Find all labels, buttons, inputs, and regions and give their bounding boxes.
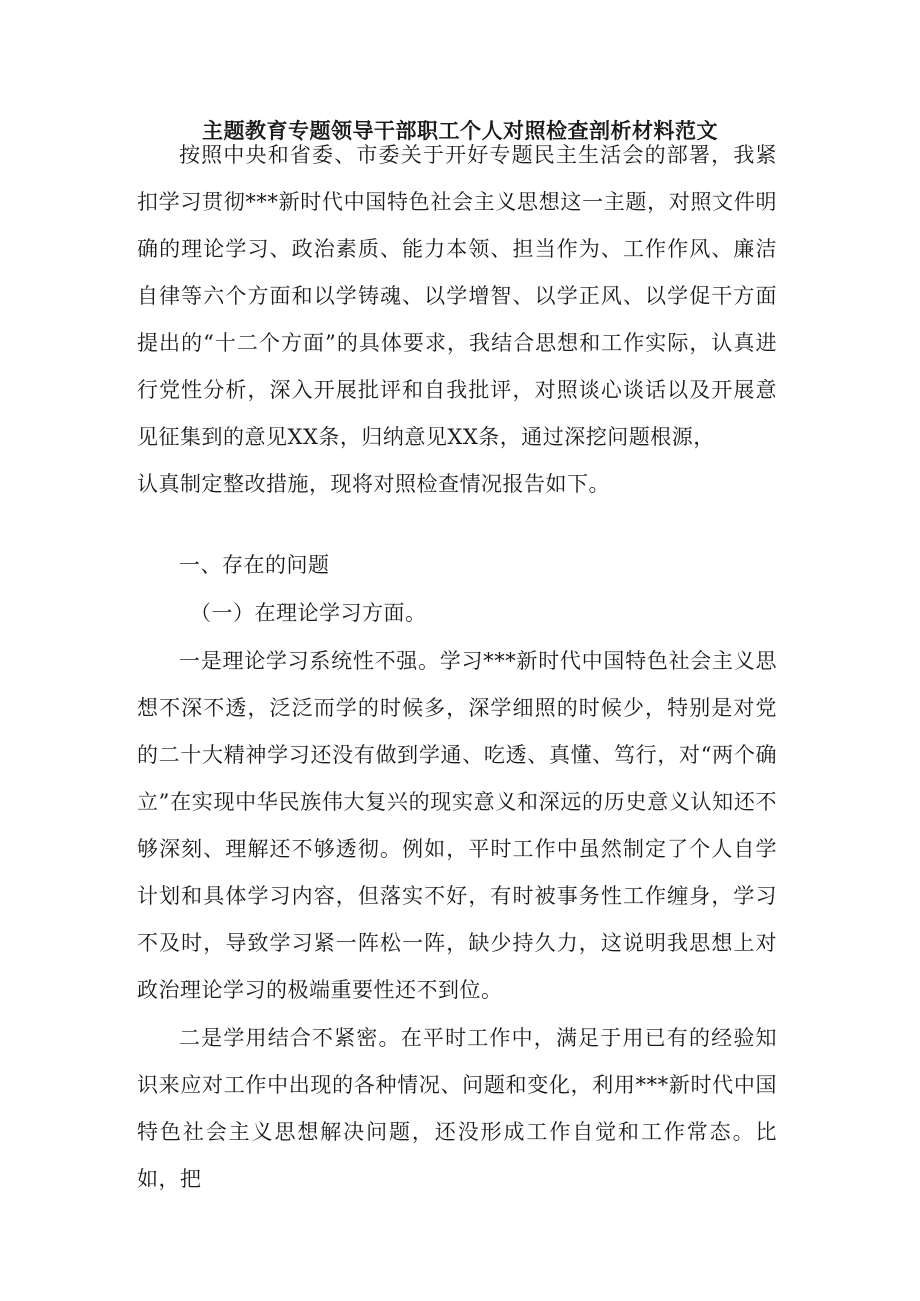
subsection-heading: （一）在理论学习方面。 [190, 601, 427, 625]
intro-paragraph [137, 132, 777, 508]
point-one-paragraph: 一是理论学习系统性不强。学习***新时代中国特色社会主义思想不深不透，泛泛而学的时候多，深学细照的时候少，特别是对党的二十大精神学习还没有做到学通、吃透、真懂、笃行，对“两个确立”在实现中华民族伟大复兴的现实意义和深远的历史意义认知还不够深刻、理解还不够透彻。例如，平时工作中虽然制定了个人自学计划和具体学习内容，但落实不好，有时被事务性工作缠身，学习不及时，导致学习紧一阵松一阵，缺少持久力，这说明我思想上对政治理论学习的极端重要性还不到位。 [137, 649, 777, 1002]
intro-text: 按照中央和省委、市委关于开好专题民主生活会的部署，我紧扣学习贯彻***新时代中国特色社会主义思想这一主题，对照文件明确的理论学习、政治素质、能力本领、担当作为、工作作风、廉洁自律等六个方面和以学铸魂、以学增智、以学正风、以学促干方面提出的“十二个方面”的具体要求，我结合思想和工作实际，认真进行党性分析，深入开展批评和自我批评，对照谈心谈话以及开展意见征集到的意见XX条，归纳意见XX条，通过深挖问题根源， [137, 143, 777, 449]
document-title: 主题教育专题领导干部职工个人对照检查剖析材料范文 [202, 119, 718, 143]
intro-last-line: 认真制定整改措施，现将对照检查情况报告如下。 [137, 472, 610, 496]
point-two-paragraph: 二是学用结合不紧密。在平时工作中，满足于用已有的经验知识来应对工作中出现的各种情况、问题和变化，利用***新时代中国特色社会主义思想解决问题，还没形成工作自觉和工作常态。比如，把 [137, 1026, 777, 1191]
section-heading: 一、存在的问题 [179, 553, 330, 577]
